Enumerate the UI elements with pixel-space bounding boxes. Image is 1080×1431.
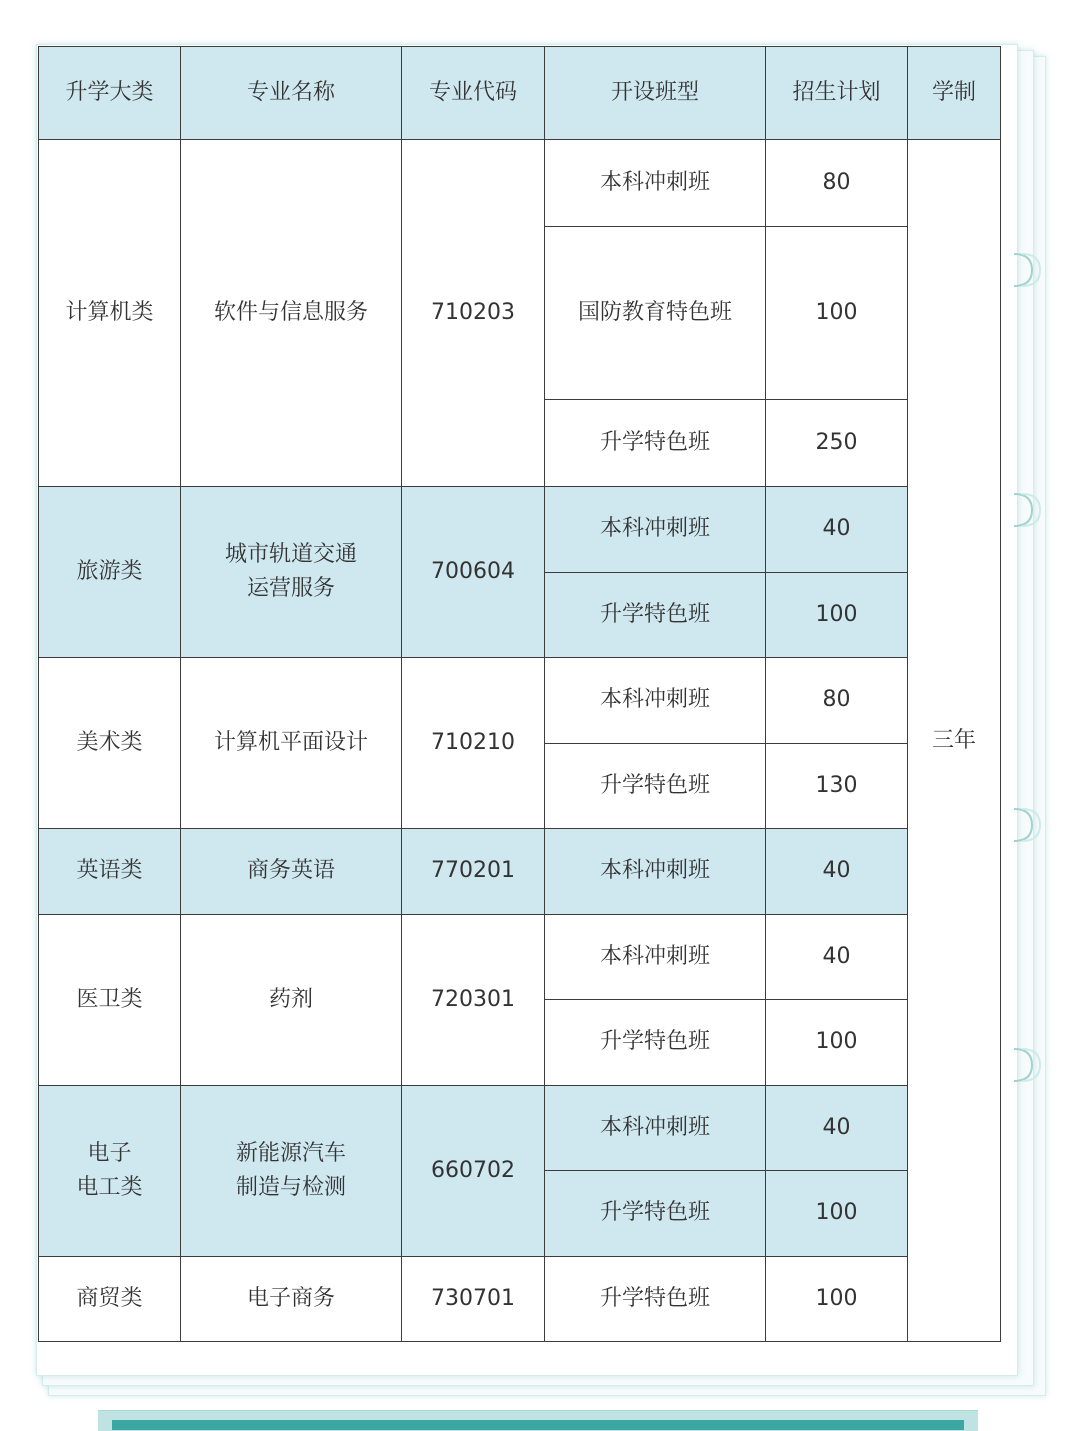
class-type-cell: 升学特色班: [545, 1256, 766, 1342]
category-cell: 英语类: [39, 829, 181, 915]
page-tab-notch-icon: [1012, 1045, 1046, 1085]
plan-cell: 100: [766, 1256, 908, 1342]
header-major: 专业名称: [181, 47, 402, 140]
category-cell: 商贸类: [39, 1256, 181, 1342]
page-tab-notch-icon: [1012, 490, 1046, 530]
next-page-accent-bar: [112, 1420, 964, 1430]
code-cell: 660702: [402, 1085, 545, 1256]
class-type-cell: 升学特色班: [545, 400, 766, 487]
category-cell: 医卫类: [39, 914, 181, 1085]
code-cell: 710203: [402, 140, 545, 487]
plan-cell: 80: [766, 658, 908, 744]
plan-cell: 100: [766, 227, 908, 400]
major-cell: 商务英语: [181, 829, 402, 915]
plan-cell: 250: [766, 400, 908, 487]
header-duration: 学制: [908, 47, 1001, 140]
class-type-cell: 本科冲刺班: [545, 1085, 766, 1171]
plan-cell: 40: [766, 829, 908, 915]
major-cell: 电子商务: [181, 1256, 402, 1342]
code-cell: 730701: [402, 1256, 545, 1342]
class-type-cell: 升学特色班: [545, 743, 766, 829]
table-row: [39, 914, 1001, 1000]
header-class-type: 开设班型: [545, 47, 766, 140]
table-row: [39, 829, 1001, 915]
category-cell: 计算机类: [39, 140, 181, 487]
major-cell: 新能源汽车 制造与检测: [181, 1085, 402, 1256]
table-row: [39, 140, 1001, 227]
class-type-cell: 升学特色班: [545, 1000, 766, 1086]
table-row: [39, 487, 1001, 573]
major-cell: 药剂: [181, 914, 402, 1085]
class-type-cell: 国防教育特色班: [545, 227, 766, 400]
plan-cell: 40: [766, 1085, 908, 1171]
plan-cell: 130: [766, 743, 908, 829]
table-row: [39, 1085, 1001, 1171]
page-tab-notch-icon: [1012, 250, 1046, 290]
code-cell: 710210: [402, 658, 545, 829]
header-category: 升学大类: [39, 47, 181, 140]
header-plan: 招生计划: [766, 47, 908, 140]
plan-cell: 40: [766, 914, 908, 1000]
enrollment-table-wrapper: [38, 46, 1000, 1342]
category-cell: 电子 电工类: [39, 1085, 181, 1256]
plan-cell: 40: [766, 487, 908, 573]
table-header-row: [39, 47, 1001, 140]
table-row: [39, 1256, 1001, 1342]
table-row: [39, 658, 1001, 744]
category-cell: 旅游类: [39, 487, 181, 658]
class-type-cell: 本科冲刺班: [545, 658, 766, 744]
major-cell: 软件与信息服务: [181, 140, 402, 487]
header-code: 专业代码: [402, 47, 545, 140]
class-type-cell: 本科冲刺班: [545, 829, 766, 915]
class-type-cell: 本科冲刺班: [545, 487, 766, 573]
major-cell: 计算机平面设计: [181, 658, 402, 829]
class-type-cell: 升学特色班: [545, 1171, 766, 1257]
class-type-cell: 升学特色班: [545, 572, 766, 658]
code-cell: 700604: [402, 487, 545, 658]
plan-cell: 100: [766, 1000, 908, 1086]
duration-cell: 三年: [908, 140, 1001, 1342]
code-cell: 720301: [402, 914, 545, 1085]
class-type-cell: 本科冲刺班: [545, 914, 766, 1000]
plan-cell: 100: [766, 572, 908, 658]
major-cell: 城市轨道交通 运营服务: [181, 487, 402, 658]
page-tab-notch-icon: [1012, 805, 1046, 845]
plan-cell: 80: [766, 140, 908, 227]
class-type-cell: 本科冲刺班: [545, 140, 766, 227]
category-cell: 美术类: [39, 658, 181, 829]
code-cell: 770201: [402, 829, 545, 915]
plan-cell: 100: [766, 1171, 908, 1257]
enrollment-plan-table: [38, 46, 1001, 1342]
